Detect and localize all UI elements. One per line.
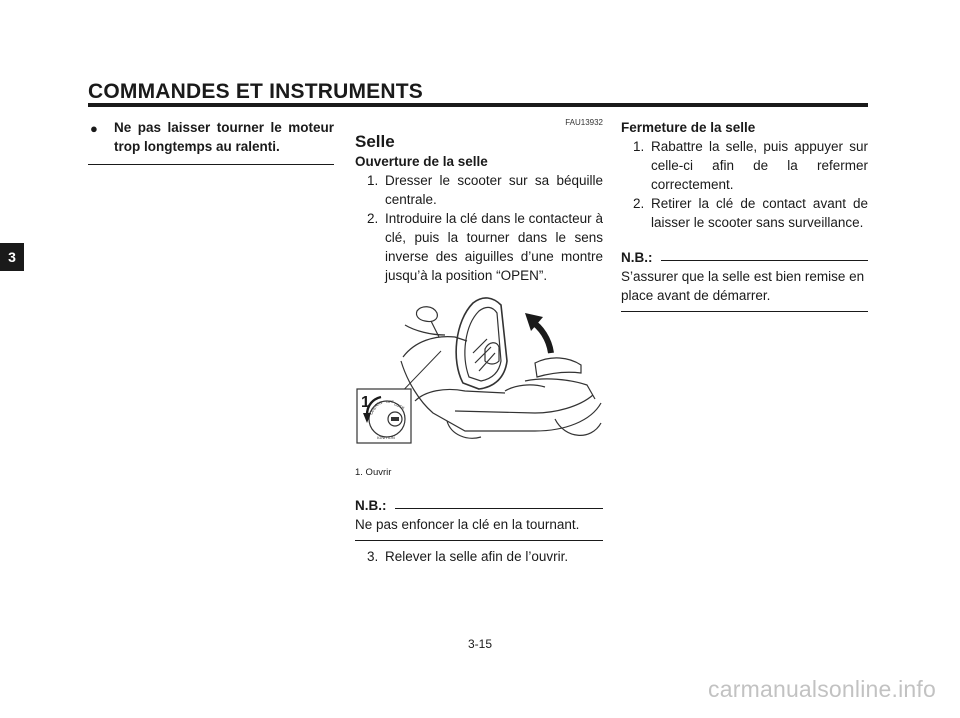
opening-steps	[355, 171, 603, 285]
key-label-on: ON	[375, 399, 383, 407]
list-item	[355, 547, 603, 566]
note-line	[661, 260, 869, 261]
key-label-off: OFF	[386, 399, 394, 404]
step-number: 1.	[633, 139, 645, 154]
key-label-ignition: IGNITION	[377, 435, 395, 440]
list-item	[355, 209, 603, 285]
key-label-open: OPEN	[368, 403, 379, 416]
step-number: 2.	[633, 196, 645, 211]
note-heading	[621, 250, 868, 265]
opening-steps-continued	[355, 547, 603, 566]
figure-callout: 1	[361, 394, 370, 411]
list-item	[621, 194, 868, 232]
sub-title-opening: Ouverture de la selle	[355, 154, 488, 169]
step-number: 3.	[367, 549, 379, 564]
warning-text: Ne pas laisser tourner le moteur trop longtemps au ralenti.	[114, 120, 334, 154]
step-text: Introduire la clé dans le contacteur à clé, puis la tourner dans le sens inverse des aiguilles d’une montre jusqu’à la position “OPEN”.	[385, 211, 603, 283]
note-label: N.B.:	[355, 498, 387, 513]
scooter-drawing	[355, 291, 603, 461]
note-label: N.B.:	[621, 250, 653, 265]
list-item	[621, 137, 868, 194]
figure-caption: 1. Ouvrir	[355, 467, 392, 478]
note-text: Ne pas enfoncer la clé en la tournant.	[355, 517, 580, 532]
key-label-lock: LOCK	[393, 401, 406, 411]
bullet-icon: ●	[90, 121, 98, 136]
note-rule	[621, 311, 868, 312]
header-rule	[88, 103, 868, 107]
section-title: Selle	[355, 132, 395, 151]
scooter-seat-illustration	[355, 291, 603, 461]
step-number: 2.	[367, 211, 379, 226]
note-line	[395, 508, 604, 509]
column-3	[621, 118, 868, 312]
note-text: S’assurer que la selle est bien remise en place avant de démarrer.	[621, 269, 865, 303]
page-number: 3-15	[467, 637, 493, 651]
note-rule	[355, 540, 603, 541]
step-text: Dresser le scooter sur sa béquille centrale.	[385, 173, 603, 207]
step-text: Rabattre la selle, puis appuyer sur celle-ci afin de la refermer correctement.	[651, 139, 868, 192]
warning-rule	[88, 164, 334, 165]
column-2	[355, 118, 603, 566]
note-heading	[355, 498, 603, 513]
chapter-tab: 3	[0, 243, 24, 271]
closing-steps	[621, 137, 868, 232]
column-1	[88, 118, 334, 165]
step-text: Retirer la clé de contact avant de laisser le scooter sans surveillance.	[651, 196, 868, 230]
warning-item	[88, 118, 334, 156]
step-number: 1.	[367, 173, 379, 188]
list-item	[355, 171, 603, 209]
step-text: Relever la selle afin de l’ouvrir.	[385, 549, 569, 564]
section-code: FAU13932	[565, 118, 603, 127]
page-title: COMMANDES ET INSTRUMENTS	[88, 80, 423, 103]
sub-title-closing: Fermeture de la selle	[621, 120, 756, 135]
watermark: carmanualsonline.info	[708, 676, 936, 702]
